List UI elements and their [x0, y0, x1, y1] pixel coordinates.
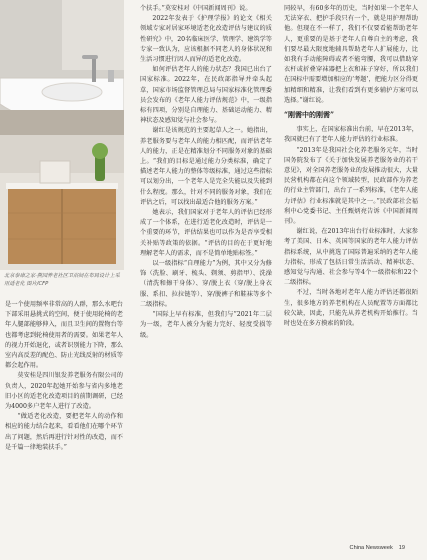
article-column-2 — [140, 4, 272, 544]
section-heading: “刚需中的刚需” — [284, 110, 335, 120]
paragraph: 谢红说，在2013年出台行业标准时，大家参考了美国、日本、英国等国家的老年人能力评估指标系统，从中挑选了国际普遍采纳的老年人能力指标，形成了包括日常生活活动、精神状态、感知觉与沟通、社会参与等4个一级指标和22个二级指标。 — [284, 228, 418, 287]
photo-caption: 北京泰康之家·燕园养老社区卫浴间在布局设计上采用适老化 图片/CFP — [4, 273, 120, 287]
paragraph: “国际上早有标准，但我们与”2021年二层为一级，老年人被分为能力完好、轻度受损等级。 — [140, 311, 272, 339]
paragraph: 如何评估老年人的能力状态？我国已出台了国家标准。2022年，在民政部指导并牵头起草，国家市场监督管理总局与国家标准化管理委员会发布的《老年人能力评估规范》中，一级指标有四项，分别是自理能力、基础运动能力、精神状态及感知觉与社会参与。 — [140, 66, 272, 125]
paragraph: 她表示，我们国家对于老年人的评估已经形成了一个体系，在进行适老化改造时，评估是一个重要的环节，评估结果也可以作为是否享受相关补贴等政策的依据。“评估的目的在于更好地理解老年人的需求，而不是简单地贴标签。” — [140, 209, 272, 257]
photo-cabinet — [0, 135, 124, 270]
page-number: 19 — [398, 545, 405, 551]
paragraph: 个扶手。”莫安桂对《中国新闻周刊》说。 — [140, 5, 252, 12]
paragraph: “做适老化改造，要把老年人的动作和相应的能力结合起来，看看他们在哪个环节出了问题，然后再进行针对性的改造，而不是千篇一律地装扶手。” — [5, 413, 123, 451]
paragraph: 是一个使用频率非常高的人群，那么水吧台下部采用悬挑式的空间，便于使用轮椅的老年人腿部能够伸入，而且卫生间的置物台等也都考虑到轮椅使用者的需要。如果老年人的视力开始退化，或者识别能力下降，那么室内高反差的配色、防止光线反射的材质等都会起作用。 — [5, 301, 123, 370]
paragraph: 2022年发表于《护理学报》的论文《相关领域专家对居家环境适老化改造评估与建议的质性研究》中，20名临床医学、管理学、建筑学等专家一致认为，应该根据不同老人的身体状况和生活习惯进行因人而异的适老化改造。 — [140, 15, 272, 64]
paragraph: 事实上，在国家标准出台前，早在2013年，我国就已有了老年人能力评估的行业标准。 — [284, 126, 418, 144]
magazine-name: China Newsweek — [349, 545, 393, 551]
bathroom-sink-illustration — [0, 0, 124, 137]
article-column-1 — [5, 300, 123, 550]
paragraph: 莫安桂是四川银发养老服务有限公司的负责人，2020年起她开始参与省内多地老旧小区的适老化改造项目的前期调研，已经为4000多户老年人进行了改造。 — [5, 372, 123, 411]
paragraph: 以一级指标“自理能力”为例，其中又分为修饰（洗脸、刷牙、梳头、剃须、剪指甲）、洗澡（清洗和擦干身体）、穿/脱上衣（穿/脱上身衣服、系扣、拉拉链等）、穿/脱裤子和鞋袜等多个二级指标。 — [140, 260, 272, 308]
paragraph: 同较早，有60多年的历史，当时如果一个老年人无法穿衣、把护手段只有一个，就是用护理帮助他。但现在不一样了，我们不仅要看能帮助老年人，更重要的是基于老年人自尊自主的考虑，我们要尽最大限度地辅具帮助老年人扩展能力，比如我有手动能障碍或者不能弯腰，我可以借助穿衣杆或折叠穿袜器把上衣和袜子穿好，所以我们在国标中需要增加相应的‘考题’，把能力区分得更加精细和精准，让我们看到有更多辅护方案可以选择。”谢红说。 — [284, 5, 418, 104]
page-footer — [350, 545, 405, 551]
paragraph: 不过，当时各地对老年人能力评估还都很陌生，很多地方的养老机构在人员配置等方面都比较欠缺，因此，只能先从养老机构开始推行。当时也处在多方摸索的阶段。 — [284, 289, 418, 328]
paragraph: 谢红是该规范的主要起草人之一。她指出，养老服务要与老年人的能力相匹配，而评估老年人的能力，正是在精准划分不同服务对象的基础上。“我们的目标是通过能力分类标准，确定了描述老年人能力的整体等级标准，通过这些指标可以划分出，一个老年人是完全失能以及失能到什么程度。那么，针对不同的服务对象，我们在评估之后，可以找出最适合他的服务方案。” — [140, 127, 272, 206]
wooden-cabinet-illustration — [0, 135, 124, 270]
article-column-3 — [284, 4, 418, 542]
photo-sink-top — [0, 0, 124, 137]
paragraph: “2013年是我国社会化养老服务元年，当时国务院发布了《关于加快发展养老服务业的若干意见》，对全国养老服务业的发展推动很大，大量民营机构都在向这个领域转型，民政部作为养老的行业主管部门，出台了一系列标准，《老年人能力评估》行业标准就是其中之一。”民政部社会福利中心党委书记、主任甄炳亮告诉《中国新闻周刊》。 — [284, 146, 418, 226]
